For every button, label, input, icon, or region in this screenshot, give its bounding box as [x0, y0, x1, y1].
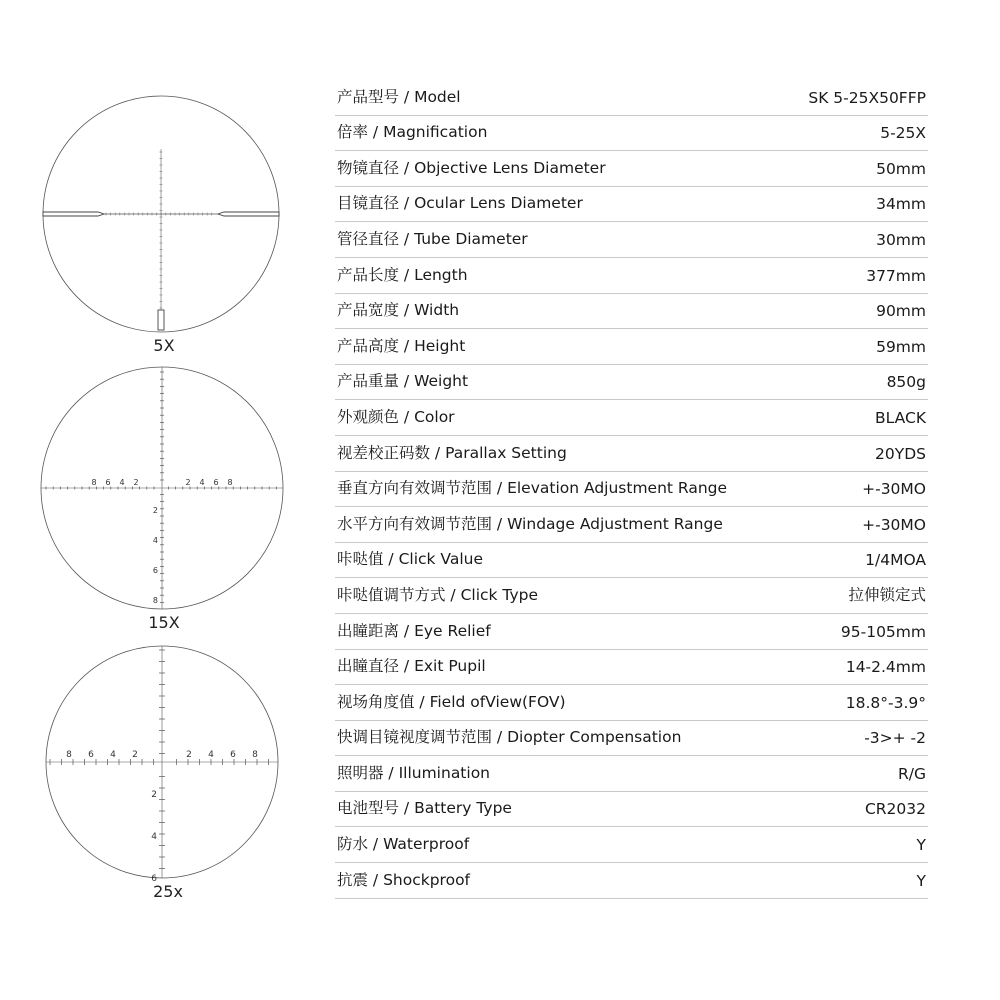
- spec-value: 1/4MOA: [865, 551, 926, 570]
- spec-value: 850g: [886, 373, 926, 392]
- spec-label: 目镜直径 / Ocular Lens Diameter: [337, 194, 583, 213]
- spec-label: 产品重量 / Weight: [337, 372, 469, 391]
- spec-row: [335, 578, 928, 614]
- reticle-tick-label: 6: [230, 750, 236, 760]
- spec-value: 95-105mm: [840, 622, 926, 641]
- spec-row: [335, 436, 928, 472]
- spec-value: 18.8°-3.9°: [845, 693, 926, 712]
- spec-label: 物镜直径 / Objective Lens Diameter: [337, 158, 606, 177]
- spec-value: 拉伸锁定式: [848, 585, 926, 604]
- spec-label: 咔哒值 / Click Value: [337, 550, 484, 569]
- reticle-tick-label: 6: [213, 478, 219, 487]
- spec-label: 视差校正码数 / Parallax Setting: [337, 443, 567, 462]
- spec-label: 出瞳距离 / Eye Relief: [337, 621, 491, 640]
- reticle-tick-label: 4: [119, 478, 125, 487]
- reticle-5x: [40, 94, 286, 340]
- spec-row: [335, 721, 928, 757]
- reticle-tick-label: 2: [185, 478, 191, 487]
- reticle-15x: [38, 364, 290, 616]
- spec-row: [335, 80, 928, 116]
- reticle-tick-label: 4: [151, 832, 157, 842]
- spec-label: 倍率 / Magnification: [337, 123, 488, 142]
- reticle-tick-label: 2: [151, 790, 157, 800]
- spec-row: [335, 792, 928, 828]
- spec-label: 管径直径 / Tube Diameter: [337, 229, 528, 248]
- reticle-tick-label: 8: [252, 750, 258, 760]
- spec-value: 14-2.4mm: [845, 658, 926, 677]
- spec-value: 20YDS: [875, 444, 926, 463]
- spec-value: 377mm: [866, 266, 926, 285]
- spec-value: 90mm: [876, 302, 926, 321]
- spec-row: [335, 116, 928, 152]
- spec-row: [335, 329, 928, 365]
- spec-row: [335, 365, 928, 401]
- spec-row: [335, 507, 928, 543]
- spec-label: 快调目镜视度调节范围 / Diopter Compensation: [337, 728, 682, 747]
- reticle-panel: [0, 0, 310, 1000]
- spec-label: 抗震 / Shockproof: [337, 870, 471, 889]
- reticle-tick-label: 4: [152, 536, 158, 545]
- reticle-caption-15x: 15X: [148, 613, 180, 632]
- reticle-tick-label: 8: [227, 478, 233, 487]
- spec-label: 产品长度 / Length: [337, 265, 468, 284]
- spec-row: [335, 258, 928, 294]
- reticle-tick-label: 8: [66, 750, 72, 760]
- reticle-tick-label: 4: [199, 478, 205, 487]
- reticle-tick-label: 4: [208, 750, 214, 760]
- reticle-tick-label: 6: [151, 874, 157, 882]
- reticle-caption-25x: 25x: [153, 882, 183, 901]
- spec-label: 垂直方向有效调节范围 / Elevation Adjustment Range: [337, 479, 728, 498]
- spec-label: 产品高度 / Height: [337, 336, 466, 355]
- spec-value: R/G: [897, 764, 926, 783]
- spec-row: [335, 543, 928, 579]
- spec-value: 30mm: [876, 230, 926, 249]
- spec-value: +-30MO: [862, 515, 926, 534]
- reticle-tick-label: 8: [91, 478, 97, 487]
- reticle-caption-5x: 5X: [153, 336, 175, 355]
- spec-row: [335, 827, 928, 863]
- spec-row: [335, 222, 928, 258]
- spec-value: 59mm: [876, 337, 926, 356]
- spec-label: 照明器 / Illumination: [337, 763, 491, 782]
- spec-value: SK 5-25X50FFP: [808, 88, 926, 107]
- spec-row: [335, 614, 928, 650]
- spec-table: [335, 80, 928, 899]
- reticle-tick-label: 2: [186, 750, 192, 760]
- spec-label: 防水 / Waterproof: [337, 835, 470, 854]
- spec-value: 34mm: [876, 195, 926, 214]
- reticle-5x-graphic: [43, 96, 279, 332]
- spec-value: 5-25X: [880, 124, 926, 143]
- spec-row: [335, 187, 928, 223]
- spec-row: [335, 294, 928, 330]
- reticle-tick-label: 6: [152, 566, 158, 575]
- spec-value: -3>+ -2: [864, 729, 926, 748]
- spec-row: [335, 472, 928, 508]
- spec-label: 外观颜色 / Color: [337, 407, 455, 426]
- spec-row: [335, 685, 928, 721]
- reticle-tick-label: 2: [133, 478, 139, 487]
- reticle-tick-label: 2: [152, 506, 158, 515]
- spec-label: 咔哒值调节方式 / Click Type: [337, 585, 539, 604]
- spec-value: +-30MO: [862, 480, 926, 499]
- spec-label: 视场角度值 / Field ofView(FOV): [337, 692, 566, 711]
- spec-value: 50mm: [876, 159, 926, 178]
- spec-label: 产品型号 / Model: [337, 87, 461, 106]
- spec-row: [335, 650, 928, 686]
- reticle-25x: [44, 642, 284, 882]
- spec-label: 产品宽度 / Width: [337, 301, 460, 320]
- reticle-tick-label: 4: [110, 750, 116, 760]
- reticle-15x-graphic: [41, 367, 283, 609]
- reticle-25x-graphic: [46, 646, 278, 882]
- reticle-tick-label: 2: [132, 750, 138, 760]
- spec-label: 出瞳直径 / Exit Pupil: [337, 657, 486, 676]
- reticle-tick-label: 6: [88, 750, 94, 760]
- reticle-tick-label: 6: [105, 478, 111, 487]
- spec-row: [335, 863, 928, 899]
- spec-value: BLACK: [875, 408, 926, 427]
- spec-label: 水平方向有效调节范围 / Windage Adjustment Range: [337, 514, 723, 533]
- spec-row: [335, 756, 928, 792]
- spec-value: Y: [916, 836, 926, 855]
- spec-row: [335, 400, 928, 436]
- reticle-tick-label: 8: [152, 596, 158, 605]
- spec-label: 电池型号 / Battery Type: [337, 799, 512, 818]
- spec-value: CR2032: [864, 800, 926, 819]
- spec-row: [335, 151, 928, 187]
- spec-value: Y: [916, 871, 926, 890]
